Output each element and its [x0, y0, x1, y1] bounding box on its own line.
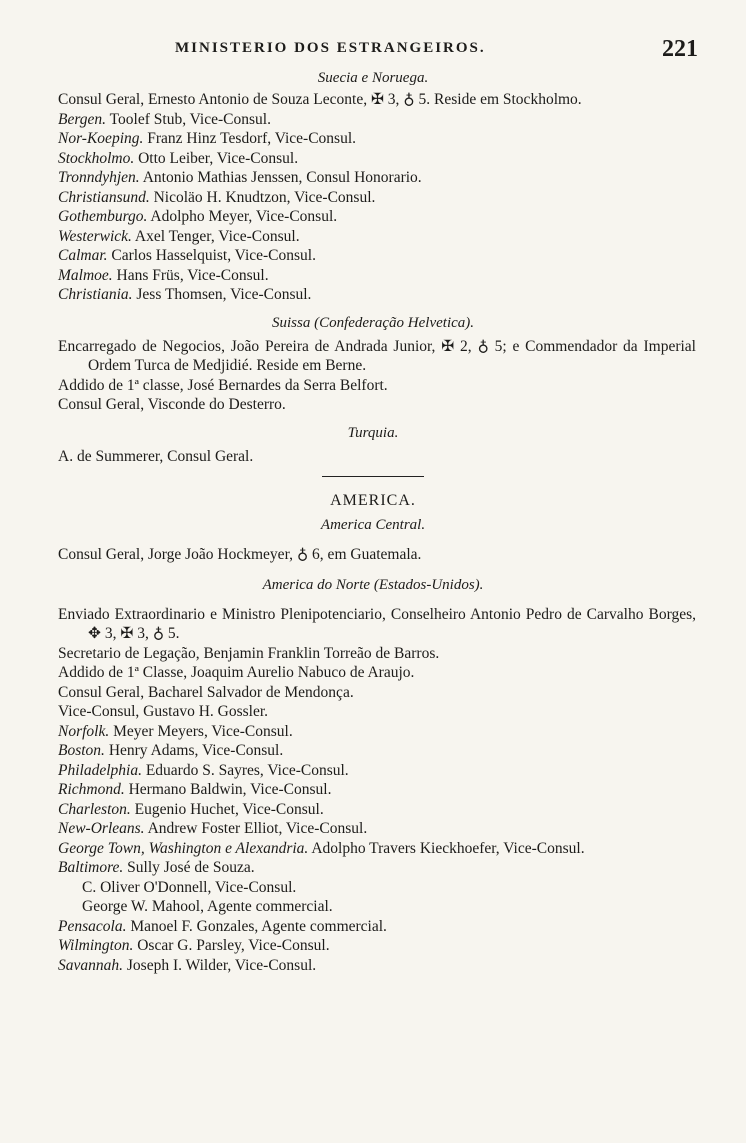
place-name: Calmar. — [58, 247, 108, 264]
entry-addido: Addido de 1ª classe, José Bernardes da Serra Belfort. — [58, 376, 388, 394]
place-name: Gothemburgo. — [58, 208, 148, 225]
place-name: Bergen. — [58, 110, 107, 128]
entry-text: Manoel F. Gonzales, Agente commercial. — [126, 917, 387, 935]
entry-secretario: Secretario de Legação, Benjamin Franklin Torreão de Barros. — [58, 644, 440, 662]
running-head: MINISTERIO DOS ESTRANGEIROS. — [175, 40, 486, 56]
entry-text: Sully José de Souza. — [123, 859, 255, 876]
entry-vice-consul: Vice-Consul, Gustavo H. Gossler. — [58, 703, 269, 720]
page-number: 221 — [662, 36, 698, 62]
entry-text: Franz Hinz Tesdorf, Vice-Consul. — [143, 130, 357, 147]
entry-text: Antonio Mathias Jenssen, Consul Honorario. — [139, 169, 422, 186]
place-name: Stockholmo. — [58, 149, 135, 167]
entry-text: Meyer Meyers, Vice-Consul. — [109, 722, 293, 740]
place-name: Nor-Koeping. — [58, 130, 144, 147]
place-name: Christiansund. — [58, 188, 150, 206]
place-name: Philadelphia. — [58, 761, 142, 779]
page-content — [0, 66, 746, 975]
entry-enviado: Enviado Extraordinario e Ministro Plenipotenciario, Conselheiro Antonio Pedro de Carvalho Borges, ✥ 3, ✠ 3, ♁ 5. — [58, 605, 696, 642]
page-header — [0, 36, 746, 66]
place-name: Tronndyhjen. — [58, 169, 140, 186]
place-name: George Town, Washington e Alexandria. — [58, 839, 309, 857]
entry-encarregado: Encarregado de Negocios, João Pereira de Andrada Junior, ✠ 2, ♁ 5; e Commendador da Imperial Ordem Turca de Medjidié. Reside em Berne. — [58, 337, 696, 374]
section-heading-america-norte: America do Norte (Estados-Unidos). — [262, 576, 484, 593]
entry-baltimore-extra: C. Oliver O'Donnell, Vice-Consul. — [82, 878, 297, 896]
entry-text: Adolpho Meyer, Vice-Consul. — [147, 208, 338, 225]
place-name: Richmond. — [58, 781, 125, 798]
section-heading-america-central: America Central. — [320, 517, 426, 533]
entry-text: Nicoläo H. Knudtzon, Vice-Consul. — [149, 188, 376, 206]
place-name: Boston. — [58, 742, 105, 759]
entry-consul-geral-suecia: Consul Geral, Ernesto Antonio de Souza Leconte, ✠ 3, ♁ 5. Reside em Stockholmo. — [58, 91, 582, 108]
place-name: Charleston. — [58, 800, 131, 818]
section-heading-turquia: Turquia. — [347, 424, 399, 441]
entry-text: Hermano Baldwin, Vice-Consul. — [124, 781, 332, 798]
place-name: Baltimore. — [58, 859, 124, 876]
section-title-america: AMERICA. — [330, 492, 416, 509]
section-divider — [322, 476, 424, 477]
entry-baltimore-extra: George W. Mahool, Agente commercial. — [82, 898, 333, 915]
entry-text: Otto Leiber, Vice-Consul. — [134, 149, 299, 167]
section-heading-suecia: Suecia e Noruega. — [317, 70, 429, 86]
entry-text: Eugenio Huchet, Vice-Consul. — [130, 800, 324, 818]
section-heading-suissa: Suissa (Confederação Helvetica). — [271, 314, 475, 331]
entry-text: Carlos Hasselquist, Vice-Consul. — [107, 247, 316, 264]
entry-text: Joseph I. Wilder, Vice-Consul. — [123, 956, 317, 974]
entry-text: Jess Thomsen, Vice-Consul. — [132, 286, 312, 303]
entry-text: Adolpho Travers Kieckhoefer, Vice-Consul. — [308, 839, 585, 857]
entry-consul-geral: Consul Geral, Bacharel Salvador de Mendonça. — [58, 683, 354, 701]
entry-text: Henry Adams, Vice-Consul. — [104, 742, 284, 759]
place-name: Savannah. — [58, 956, 124, 974]
entry-text: Toolef Stub, Vice-Consul. — [106, 110, 271, 128]
entry-turquia: A. de Summerer, Consul Geral. — [58, 447, 254, 465]
entry-text: Hans Früs, Vice-Consul. — [112, 266, 269, 284]
entry-addido: Addido de 1ª Classe, Joaquim Aurelio Nabuco de Araujo. — [58, 664, 415, 681]
place-name: Christiania. — [58, 286, 133, 303]
entry-america-central: Consul Geral, Jorge João Hockmeyer, ♁ 6, em Guatemala. — [58, 546, 422, 563]
place-name: Wilmington. — [58, 937, 134, 954]
entry-text: Eduardo S. Sayres, Vice-Consul. — [141, 761, 349, 779]
entry-text: Oscar G. Parsley, Vice-Consul. — [133, 937, 330, 954]
place-name: Pensacola. — [58, 917, 127, 935]
entry-consul-geral: Consul Geral, Visconde do Desterro. — [58, 396, 286, 413]
place-name: New-Orleans. — [58, 820, 145, 837]
place-name: Malmoe. — [58, 266, 113, 284]
entry-text: Andrew Foster Elliot, Vice-Consul. — [144, 820, 368, 837]
place-name: Norfolk. — [58, 722, 110, 740]
entry-text: Axel Tenger, Vice-Consul. — [131, 227, 300, 245]
place-name: Westerwick. — [58, 227, 132, 245]
